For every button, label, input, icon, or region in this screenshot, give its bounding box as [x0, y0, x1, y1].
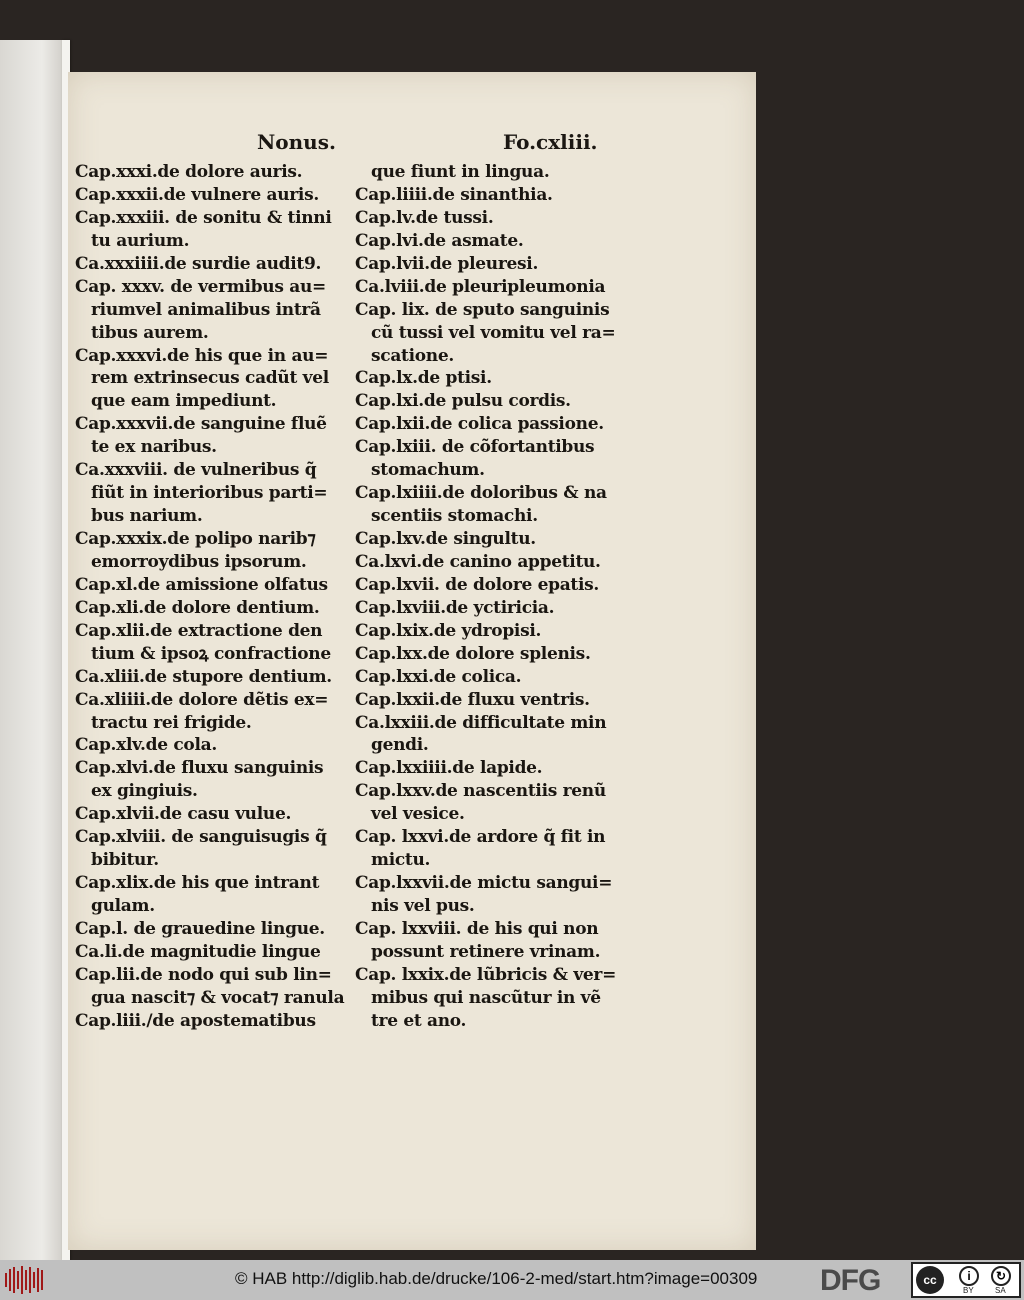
entry-continuation-line: ex gingiuis.: [91, 781, 198, 802]
chapter-entry: Ca.li.de magnitudie lingue: [75, 941, 321, 962]
entry-continuation-line: mibus qui nascũtur in vẽ: [371, 987, 601, 1008]
entry-continuation-line: rem extrinsecus cadũt vel: [91, 368, 329, 389]
chapter-entry: Cap.lvii.de pleuresi.: [355, 253, 539, 274]
entry-continuation-line: que eam impediunt.: [91, 391, 277, 412]
chapter-entry: Cap.lxxvii.de mictu sangui=: [355, 873, 613, 894]
chapter-entry: Cap.lxvii. de dolore epatis.: [355, 574, 600, 595]
cc-license-badge[interactable]: [911, 1262, 1021, 1298]
chapter-entry: Cap.xxxix.de polipo narib⁊: [75, 529, 316, 549]
chapter-entry: Cap.xlii.de extractione den: [75, 620, 323, 641]
cc-icon: cc: [916, 1266, 944, 1294]
entry-continuation-line: tium & ipsoꝝ confractione: [91, 643, 331, 664]
chapter-entry: Cap.xxxvi.de his que in au=: [75, 345, 329, 366]
chapter-entry: Cap. lxxviii. de his qui non: [355, 918, 599, 939]
chapter-entry: Cap.xl.de amissione olfatus: [75, 574, 328, 595]
entry-continuation-line: fiũt in interioribus parti=: [91, 483, 328, 504]
chapter-entry: Ca.xliii.de stupore dentium.: [75, 666, 332, 687]
chapter-entry: Cap.lx.de ptisi.: [355, 368, 492, 389]
entry-continuation-line: gulam.: [91, 896, 155, 916]
chapter-entry: Cap.xlv.de cola.: [75, 735, 217, 756]
previous-page-edge: [0, 40, 70, 1260]
chapter-entry: Cap.lxii.de colica passione.: [355, 414, 604, 435]
chapter-entry: Cap.xxxvii.de sanguine fluẽ: [75, 414, 327, 435]
chapter-entry: Cap.xli.de dolore dentium.: [75, 597, 320, 618]
chapter-entry: Cap.lxiii. de cõfortantibus: [355, 437, 595, 458]
left-column-table-of-contents: [75, 161, 365, 1033]
chapter-entry: Ca.lxxiii.de difficultate min: [355, 712, 607, 733]
chapter-entry: Cap. lxxvi.de ardore q̃ fit in: [355, 827, 606, 848]
chapter-entry: Cap.lxx.de dolore splenis.: [355, 643, 591, 664]
chapter-entry: Cap.xxxii.de vulnere auris.: [75, 184, 319, 205]
hab-logo-icon[interactable]: [5, 1266, 47, 1294]
entry-continuation-line: gendi.: [371, 735, 429, 756]
entry-continuation-line: nis vel pus.: [371, 896, 475, 916]
entry-continuation-line: stomachum.: [371, 460, 485, 481]
footer-bar: [0, 1260, 1024, 1300]
chapter-entry: Cap.lxi.de pulsu cordis.: [355, 391, 571, 412]
entry-continuation-line: riumvel animalibus intrã: [91, 299, 321, 320]
entry-continuation-line: tu aurium.: [91, 230, 190, 251]
chapter-entry: Cap.lv.de tussi.: [355, 207, 494, 228]
chapter-entry: Cap.xlix.de his que intrant: [75, 873, 320, 894]
entry-continuation-line: tibus aurem.: [91, 322, 209, 343]
entry-continuation-line: mictu.: [371, 850, 431, 871]
chapter-entry: Cap.lxxiiii.de lapide.: [355, 758, 543, 779]
chapter-entry: Cap.xlvii.de casu vulue.: [75, 804, 292, 825]
entry-continuation-line: te ex naribus.: [91, 437, 217, 458]
share-alike-icon: ↻: [991, 1266, 1011, 1286]
chapter-entry: Cap.xxxiii. de sonitu & tinni: [75, 207, 332, 228]
chapter-entry: Cap.liiii.de sinanthia.: [355, 184, 553, 205]
chapter-entry: Cap. lxxix.de lũbricis & ver=: [355, 964, 617, 985]
chapter-entry: Ca.xliiii.de dolore dẽtis ex=: [75, 689, 329, 710]
entry-continuation-line: possunt retinere vrinam.: [371, 941, 601, 962]
chapter-entry: Ca.xxxiiii.de surdie audit9.: [75, 253, 322, 274]
chapter-entry: Ca.lxvi.de canino appetitu.: [355, 551, 601, 572]
chapter-entry: Cap.lxxv.de nascentiis renũ: [355, 781, 606, 802]
sa-label: SA: [995, 1286, 1006, 1295]
chapter-entry: Cap.xlvi.de fluxu sanguinis: [75, 758, 324, 779]
right-column-table-of-contents: [355, 161, 645, 1033]
entry-continuation-line: cũ tussi vel vomitu vel ra=: [371, 322, 616, 343]
chapter-entry: Ca.lviii.de pleuripleumonia: [355, 276, 606, 297]
chapter-entry: Cap. xxxv. de vermibus au=: [75, 276, 326, 297]
chapter-entry: Cap.lxix.de ydropisi.: [355, 620, 542, 641]
attribution-icon: i: [959, 1266, 979, 1286]
chapter-entry: Cap.liii./de apostematibus: [75, 1010, 316, 1031]
entry-continuation-line: vel vesice.: [371, 804, 465, 825]
entry-continuation-line: gua nascit⁊ & vocat⁊ ranula: [91, 987, 345, 1008]
entry-continuation-line: scentiis stomachi.: [371, 506, 538, 527]
chapter-entry: Cap.lii.de nodo qui sub lin=: [75, 964, 332, 985]
chapter-entry: Cap.l. de grauedine lingue.: [75, 918, 325, 939]
dfg-logo[interactable]: DFG: [820, 1264, 881, 1297]
chapter-entry: Cap.lxiiii.de doloribus & na: [355, 483, 607, 504]
entry-continuation-line: scatione.: [371, 345, 454, 366]
chapter-entry: Cap.lxviii.de yctiricia.: [355, 597, 555, 618]
by-label: BY: [963, 1286, 974, 1295]
entry-continuation-line: tre et ano.: [371, 1010, 467, 1031]
chapter-entry: Cap.lvi.de asmate.: [355, 230, 524, 251]
running-head: Nonus.: [257, 130, 336, 154]
entry-continuation-line: bus narium.: [91, 506, 203, 527]
chapter-entry: Cap.lxxii.de fluxu ventris.: [355, 689, 590, 710]
folio-number: Fo.cxliii.: [503, 130, 598, 154]
chapter-entry: Ca.xxxviii. de vulneribus q̃: [75, 460, 317, 481]
chapter-entry: Cap.xlviii. de sanguisugis q̃: [75, 827, 327, 848]
chapter-entry: Cap. lix. de sputo sanguinis: [355, 299, 610, 320]
chapter-entry: Cap.xxxi.de dolore auris.: [75, 162, 303, 182]
entry-continuation-line: emorroydibus ipsorum.: [91, 551, 307, 572]
entry-continuation-line: tractu rei frigide.: [91, 712, 252, 733]
chapter-entry: Cap.lxv.de singultu.: [355, 529, 536, 549]
copyright-link[interactable]: © HAB http://diglib.hab.de/drucke/106-2-med/start.htm?image=00309: [235, 1269, 758, 1288]
chapter-entry: Cap.lxxi.de colica.: [355, 666, 522, 687]
entry-continuation-line: que fiunt in lingua.: [371, 162, 550, 182]
entry-continuation-line: bibitur.: [91, 850, 159, 871]
